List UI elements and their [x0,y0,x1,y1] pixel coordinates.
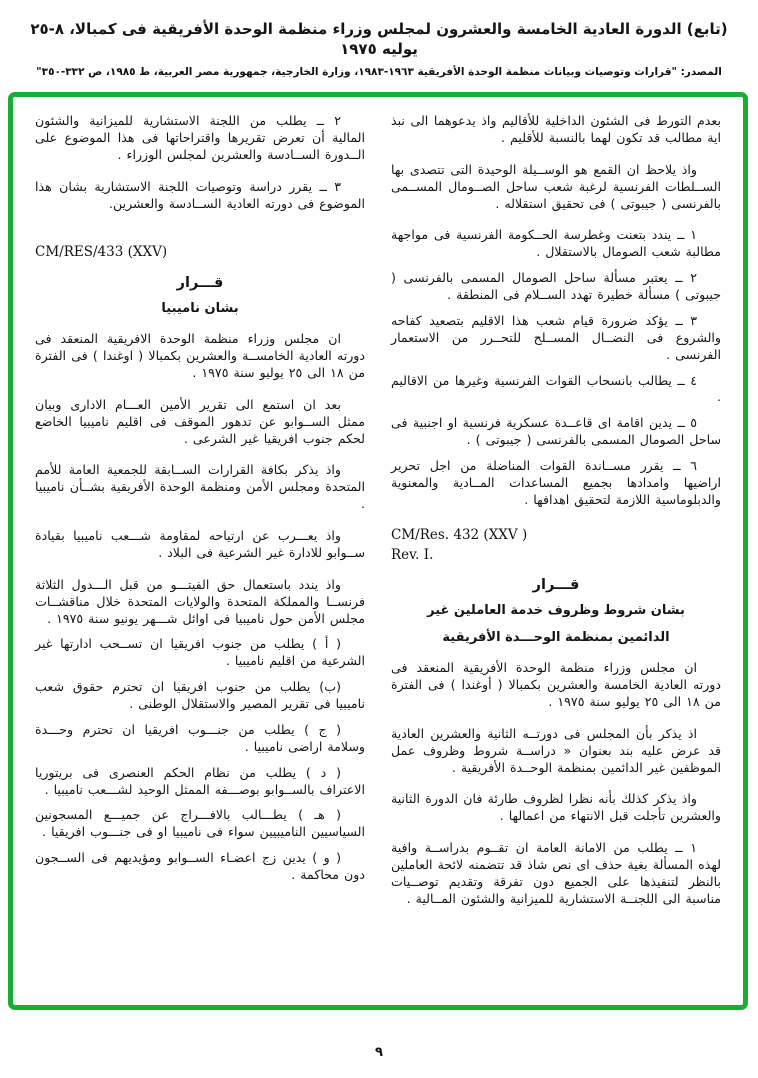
resolution-clause: (ب) يطلب من جنوب افريقيا ان تحترم حقوق شعب ناميبيا فى تقرير المصير والاستقلال الوطنى . [35,679,365,711]
resolution-subtitle: بشان شروط وظروف خدمة العاملين غير [427,603,685,619]
resolution-heading: قـــرار [176,274,224,291]
paragraph: واذ يندد باستعمال حق الفيتـــو من قبل الـــدول الثلاثة فرنســا والمملكة المتحدة والولايات المتحدة خلال مناقشــات مجلس الأمن حول ناميبيا فى اوائل شـــهر يونيو سنة ١٩٧٥ . [35,576,365,626]
paragraph: واذ يعـــرب عن ارتياحه لمقاومة شـــعب ناميبيا بقيادة ســوابو للادارة غير الشرعية فى البلاد . [35,528,365,560]
resolution-clause: ( أ ) يطلب من جنوب افريقيا ان تســحب ادارتها غير الشرعية من اقليم ناميبيا . [35,636,365,669]
paragraph: ان مجلس وزراء منظمة الوحدة الأفريقية المنعقد فى دورته العادية الخامسة والعشرين بكمبالا ( أوغندا ) فى الفترة من ١٨ الى ٢٥ يوليو سنة ١٩٧٥ . [391,660,721,709]
paragraph: اذ يذكر بأن المجلس فى دورتــه الثانية والعشرين العادية قد عرض عليه بند بعنوان « دراســة شروط وظروف عمل الموظفين غير الدائمين بمنظمة الوحــدة الأفريقية . [391,725,721,775]
resolution-clause: ( هـ ) يطـــالب بالافـــراج عن جميـــع المسجونين السياسيين الناميبيين سواء فى ناميبيا او فى جنـــوب افريقيا . [35,807,365,840]
resolution-ref-line: Rev. I. [391,546,434,563]
content-frame [8,92,748,1010]
resolution-clause: ١ ــ يندد بتعنت وغطرسة الحــكومة الفرنسية فى مواجهة مطالبة شعب الصومال بالاستقلال . [391,227,721,260]
paragraph: واذ يلاحظ ان القمع هو الوســيلة الوحيدة التى تتصدى بها الســلطات الفرنسية لرغبة شعب ساحل الصــومال المســمى بالفرنسى ( جيبوتى ) فى تحقيق استقلاله . [391,161,721,211]
resolution-heading: قـــرار [532,577,580,594]
column-right [391,113,721,995]
resolution-clause: ١ ــ يطلب من الامانة العامة ان تقــوم بدراســة وافية لهذه المسألة بغية حذف اى نص شاذ قد تتضمنه لائحة العاملين بالنظر لتنفيذها على الجميع دون تفرقة وتقديم توصــيات مناسبة الى اللجنــة الاستشارية للميزانية والشئون المــالية . [391,840,721,906]
resolution-subtitle: الدائمين بمنظمة الوحـــدة الأفريقية [442,629,670,645]
resolution-clause: ٢ ــ يطلب من اللجنة الاستشارية للميزانية والشئون المالية أن تعرض تقريرها واقتراحاتها فى هذا الموضوع على الــدورة الســادسة والعشرين لمجلس الوزراء . [35,113,365,162]
paragraph: واذ يذكر بكافة القرارات الســابقة للجمعية العامة للأمم المتحدة ومجلس الأمن ومنظمة الوحدة الأفريقية بشــأن ناميبيا . [35,462,365,512]
two-column-layout [35,113,721,995]
resolution-clause: ( ج ) يطلب من جنـــوب افريقيا ان تحترم وحـــدة وسلامة اراضى ناميبيا . [35,721,365,754]
paragraph: بعدم التورط فى الشئون الداخلية للأقاليم واذ يدعوهما الى نبذ اية مطالب قد تكون لهما بالنسبة للأقليم . [391,113,721,145]
resolution-ref-432 [391,525,721,566]
resolution-clause: ٦ ــ يقرر مســاندة القوات المناضلة من اجل تحرير اراضيها وامدادها بجميع المساعدات المــادية والمعنوية والدبلوماسية اللازمة لتحقيق اهدافها . [391,458,721,507]
column-left [35,113,365,995]
resolution-ref-433 [35,242,365,262]
resolution-clause: ( د ) يطلب من نظام الحكم العنصرى فى بريتوريا الاعتراف بالســوابو بوصـــفه الممثل الوحيد لشـــعب ناميبيا . [35,764,365,797]
resolution-clause: ٥ ــ يدين اقامة اى قاعــدة عسكرية فرنسية او اجنبية فى ساحل الصومال المسمى بالفرنسى ( جيبوتى ) . [391,415,721,448]
paragraph: واذ يذكر كذلك بأنه نظرا لظروف طارئة فان الدورة الثانية والعشرين تأجلت قبل الانتهاء من اعمالها . [391,791,721,824]
page-footer [0,1045,758,1060]
resolution-clause: ٣ ــ يؤكد ضرورة قيام شعب هذا الاقليم بتصعيد كفاحه والشروع فى النضــال المســلح للتحــرر من الاستعمار الفرنسى . [391,312,721,362]
paragraph: ان مجلس وزراء منظمة الوحدة الافريقية المنعقد فى دورته العادية الخامســة والعشرين بكمبالا ( اوغندا ) فى الفترة من ١٨ الى ٢٥ يوليو سنة ١٩٧٥ . [35,331,365,380]
document-header [0,20,758,78]
resolution-ref-line: CM/Res. 432 (XXV ) [391,526,528,543]
resolution-subtitle: بشان ناميبيا [161,300,239,316]
resolution-clause: ( و ) يدين زج اعضـاء الســوابو ومؤيديهم فى الســجون دون محاكمة . [35,850,365,882]
resolution-clause: ٤ ــ يطالب بانسحاب القوات الفرنسية وغيرها من الاقاليم . [391,372,721,405]
paragraph: بعد ان استمع الى تقرير الأمين العـــام الادارى وبيان ممثل الســوابو عن تدهور الموقف فى اقليم ناميبيا الخاضع لحكم جنوب افريقيا غير الشرعى . [35,396,365,446]
resolution-ref-line: CM/RES/433 (XXV) [35,244,168,261]
source-citation: المصدر: "قرارات وتوصيات وبيانات منظمة الوحدة الأفريقية ١٩٦٣-١٩٨٣، وزارة الخارجية، جمهورية مصر العربية، ط ١٩٨٥، ص ٣٣٢-٣٥٠" [36,66,722,78]
document-title: (تابع) الدورة العادية الخامسة والعشرون لمجلس وزراء منظمة الوحدة الأفريقية فى كمبالا، ٨-٢٥ يوليه ١٩٧٥ [30,20,728,58]
resolution-clause: ٣ ــ يقرر دراسة وتوصيات اللجنة الاستشارية بشان هذا الموضوع فى دورته العادية الســادسة والعشرين. [35,178,365,211]
page-number: ٩ [375,1045,383,1060]
resolution-clause: ٢ ــ يعتبر مسألة ساحل الصومال المسمى بالفرنسى ( جيبوتى ) مسألة خطيرة تهدد الســلام فى المنطقة . [391,270,721,302]
